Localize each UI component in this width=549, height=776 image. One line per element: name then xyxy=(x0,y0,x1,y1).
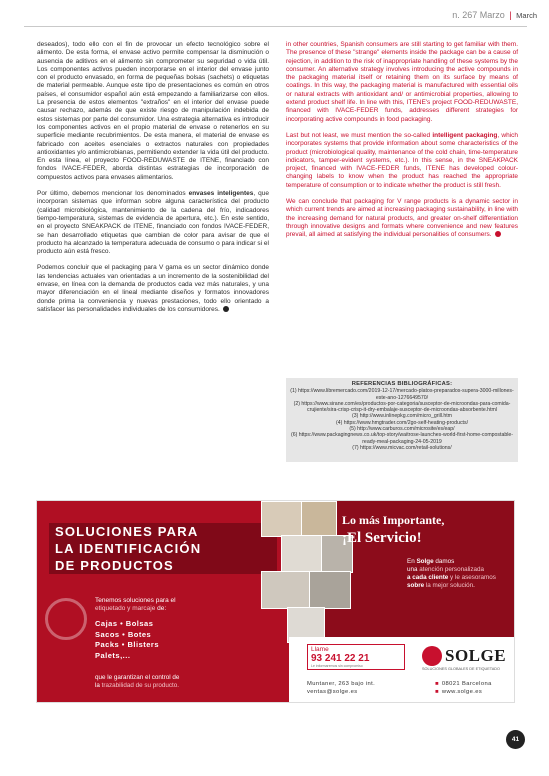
text-span: . xyxy=(473,582,475,589)
spanish-paragraph-3 xyxy=(37,264,269,314)
references-box xyxy=(286,378,518,462)
text-span: una xyxy=(407,566,420,573)
reference-item[interactable]: (2) https://www.sirane.com/es/productos-por-categoria/susceptor-de-microondas-para-comida-crujiente/sira-crisp-crisp-it-dry-embalaje-susceptor-de-microondas-absorbente.html xyxy=(293,400,511,414)
bold-term: envases inteligentes xyxy=(188,190,254,198)
page-header xyxy=(452,10,537,20)
phone-number[interactable]: 93 241 22 21 xyxy=(311,653,370,664)
text-span: , que incorporan sistemas que informan sobre alguna característica del producto (calidad microbiológica, mantenimiento de la cadena del frío, indicadores tiempo-temperatura, sistemas de evidencia de apertura, etc.). En este sentido, en el proyecto SNEAKPACK de ITENE, financiado con fondos IVACE-FEDER, se han desarrollado etiquetas que cambian de color para avisar de que el producto ha alcanzado la temperatura adecuada de consumo o para indicar si el producto aún está fresco. xyxy=(37,190,269,256)
header-rule xyxy=(24,26,527,27)
issue-number: n. 267 Marzo xyxy=(452,10,505,20)
highlight-text: atención personalizada xyxy=(419,566,485,573)
text-span: 08021 Barcelona xyxy=(441,681,492,687)
ad-intro xyxy=(95,597,275,613)
highlight-text: y le asesoramos xyxy=(448,574,496,581)
reference-item[interactable]: (5) http://www.carburos.com/microsite/es/eap/ xyxy=(349,426,455,433)
service-headline-line: ¡El Servicio! xyxy=(342,530,422,546)
reference-item[interactable]: (3) http://www.inlinepkg.com/micro_grill.htm xyxy=(351,413,453,420)
ad-headline xyxy=(49,523,277,574)
solge-logo[interactable] xyxy=(422,646,506,671)
text-span: En xyxy=(407,558,417,565)
ad-headline-line: DE PRODUCTOS xyxy=(55,558,174,573)
spanish-column xyxy=(37,41,269,322)
ad-service-text xyxy=(407,558,505,590)
reference-item[interactable]: (7) https://www.micvac.com/retail-solutions/ xyxy=(352,444,452,451)
list-item: Packs • Blisters xyxy=(95,640,159,649)
english-paragraph-3 xyxy=(286,198,518,239)
service-headline-line: Lo más Importante, xyxy=(342,513,445,527)
call-note: Le informaremos sin compromiso xyxy=(311,664,363,668)
ad-product-list xyxy=(95,619,159,661)
product-photo xyxy=(261,501,303,537)
bold-text: sobre xyxy=(407,582,426,589)
english-paragraph-2 xyxy=(286,132,518,190)
web-line[interactable] xyxy=(435,688,492,696)
end-mark-icon xyxy=(495,231,501,237)
reference-item[interactable]: (1) https://www.libremercado.com/2019-12-17/mercado-platos-preparados-supera-3000-millones-este-ano-1276649570/ xyxy=(290,388,514,401)
page-number: 41 xyxy=(506,730,525,749)
contact-address xyxy=(307,680,375,696)
web-link[interactable]: www.solge.es xyxy=(441,689,483,695)
end-mark-icon xyxy=(223,306,229,312)
ad-tagline xyxy=(95,674,275,690)
product-photo xyxy=(301,501,337,537)
product-photo xyxy=(261,571,311,609)
contact-city xyxy=(435,680,492,696)
brand-wordmark: SOLGE xyxy=(445,646,507,665)
text-span: , which incorporates systems that provide information about some characteristics of the product (microbiological quality, maintenance of the cold chain, time-temperature indicators, tamper-evident systems, etc.). In this sense, in the SNEAKPACK project, financed with IVACE-FEDER funds, ITENE has developed colour-changing labels to know when the product has reached the appropriate temperature of consumption or to indicate whether the product is still fresh. xyxy=(286,131,518,189)
references-title: REFERENCIAS BIBLIOGRÁFICAS: xyxy=(351,381,453,387)
spanish-paragraph-1: deseados), todo ello con el fin de provocar un efecto tecnológico sobre el alimento. De esta forma, el envase activo permite compensar la disminución o ausencia de aditivos en el alimento sin comprometer su seguridad o vida útil. Los componentes activos pueden incorporarse en el interior del envase junto con el producto envasado, en forma de pequeñas bolsas (sachets) o etiquetas de material permeable. Aunque este tipo de presentaciones es común en otros países, el consumidor español aún está empezando a familiarizarse con ellos. La presencia de estos elementos "extraños" en el interior del envase puede causar rechazo, además de que existe riesgo de manipulación indebida de estos sistemas por parte del consumidor. Una estrategia alternativa es introducir los componentes activos en el propio material de envase o retenerlos en su superficie mediante recubrimientos. De esta manera, el material de envase es fabricado con aceites esenciales o extractos naturales con propiedades antioxidantes y/o antimicrobianas, permitiendo extender la vida útil del producto. En esta línea, el proyecto FOOD-REDUWASTE de ITENE, financiado con fondos IVACE-FEDER, aborda distintas estrategias de incorporación de compuestos activos para envases alimentarios. xyxy=(37,41,269,181)
bold-term: intelligent packaging xyxy=(432,131,498,139)
ad-service-headline xyxy=(342,513,444,547)
header-month: March xyxy=(516,11,537,20)
call-label: Llame xyxy=(311,646,329,653)
call-box[interactable] xyxy=(307,644,405,670)
header-separator: | xyxy=(509,10,512,20)
brand-mention: Solge xyxy=(416,558,434,565)
text-span: de: xyxy=(155,605,167,612)
brand-tagline: SOLUCIONES GLOBALES DE ETIQUETADO xyxy=(422,667,500,671)
highlight-text: la mejor solución xyxy=(425,582,474,589)
text-span: Last but not least, we must mention the so-called xyxy=(286,131,433,139)
highlight-text: trazabilidad de su producto. xyxy=(101,682,180,689)
email-line[interactable] xyxy=(307,688,375,696)
highlight-text: etiquetado y marcaje xyxy=(95,605,156,612)
product-photo xyxy=(281,535,323,573)
list-item: Palets,... xyxy=(95,650,131,660)
list-item: Cajas • Bolsas xyxy=(95,619,154,628)
bullet-icon: ■ xyxy=(435,681,439,687)
text-span: We can conclude that packaging for V range products is a dynamic sector in which current trends are aimed at increasing packaging sustainability, in line with the increasing demand for natural products, and greater on-shelf differentiation through innovative designs and formats where convenience and new features prevail, all aimed at satisfying the individual personalities of consumers. xyxy=(286,198,518,239)
text-span: Por último, debemos mencionar los denominados xyxy=(37,190,189,198)
solge-advertisement[interactable] xyxy=(36,500,515,703)
english-paragraph-1: in other countries, Spanish consumers are still starting to get familiar with them. The presence of these "strange" elements inside the package can be a cause of rejection, in addition to the risk of inappropriate handling of these systems by the consumer. An alternative strategy involves introducing the active compounds in the packaging material itself or retaining them on its surface by means of coatings. In this way, the packaging material is manufactured with essential oils or natural extracts with antioxidant and/ or antimicrobial properties, allowing to extend product shelf life. In line with this, ITENE's project FOOD-REDUWASTE, financed with IVACE-FEDER funds, addresses different strategies for incorporating active compounds in food packaging. xyxy=(286,41,518,123)
text-span: damos xyxy=(433,558,455,565)
text-span: que le garantizan el control de xyxy=(95,674,180,681)
solge-mark-icon xyxy=(422,646,442,666)
city-line xyxy=(435,680,492,688)
email-link[interactable]: ventas@solge.es xyxy=(307,689,358,695)
product-photo xyxy=(309,571,351,609)
text-span: Muntaner, 263 bajo int. xyxy=(307,681,376,687)
decorative-ring-icon xyxy=(45,598,87,640)
ad-headline-line: LA IDENTIFICACIÓN xyxy=(55,541,202,556)
reference-item[interactable]: (4) https://www.hmgtrader.com/2go-self-heating-products/ xyxy=(335,419,469,426)
bold-text: a cada cliente xyxy=(407,574,449,581)
text-span: Podemos concluir que el packaging para V gama es un sector dinámico donde las tendencias actuales van orientadas a un incremento de la sostenibilidad del envase, en línea con la demanda de productos cada vez más naturales, y una mayor diferenciación en el lineal mediante diseños y formatos innovadores donde prima la conveniencia y nuevas prestaciones, todo ello orientado a satisfacer las personalidades individuales de los consumidores. xyxy=(37,264,269,313)
reference-item[interactable]: (6) https://www.packagingnews.co.uk/top-story/waitrose-launches-world-first-home-compostable-ready-meal-packaging-24-05-2019 xyxy=(291,432,513,445)
address-line xyxy=(307,680,375,688)
english-column xyxy=(286,41,518,248)
text-span: la xyxy=(95,682,100,689)
bullet-icon: ■ xyxy=(435,689,439,695)
list-item: Sacos • Botes xyxy=(95,629,152,639)
spanish-paragraph-2 xyxy=(37,190,269,256)
ad-headline-line: SOLUCIONES PARA xyxy=(55,524,199,539)
text-span: Tenemos soluciones para el xyxy=(95,597,176,604)
